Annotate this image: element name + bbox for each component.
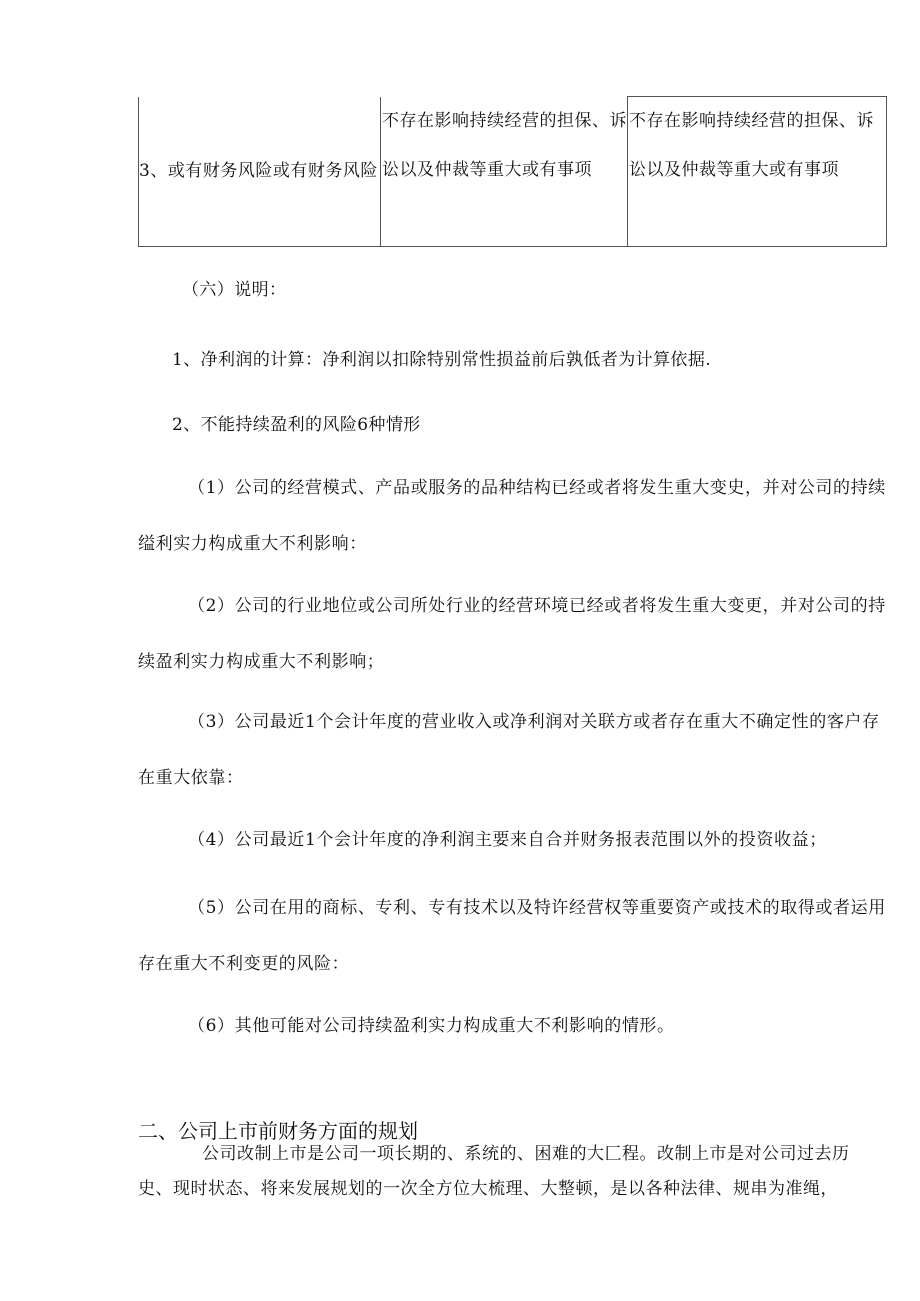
case-3: （3）公司最近1个会计年度的营业收入或净利润对关联方或者存在重大不确定性的客户存在重大依靠： xyxy=(138,712,880,788)
table-cell-status: 不存在影响持续经营的担保、诉讼以及仲裁等重大或有事项 xyxy=(628,97,887,247)
section-body: 公司改制上市是公司一项长期的、系统的、困难的大匚程。改制上市是对公司过去历史、现时状态、将来发展规划的一次全方位大梳理、大整顿，是以各种法律、规串为准绳， xyxy=(138,1144,850,1199)
case-5: （5）公司在用的商标、专利、专有技术以及特许经营权等重要资产或技术的取得或者运用存在重大不利变更的风险： xyxy=(138,898,886,974)
section-heading: 二、公司上市前财务方面的规划 xyxy=(138,1119,418,1143)
risk-table xyxy=(138,96,887,247)
case-1: （1）公司的经营模式、产品或服务的品种结构已经或者将发生重大变史，并对公司的持续缢利实力构成重大不利影响： xyxy=(138,478,886,554)
table-row xyxy=(139,97,887,247)
table-cell-standard: 不存在影响持续经营的担保、诉讼以及仲裁等重大或有事项 xyxy=(381,97,628,247)
case-2: （2）公司的行业地位或公司所处行业的经营环境已经或者将发生重大变更，并对公司的持续盈利实力构成重大不利影响； xyxy=(138,596,886,672)
table-cell-item xyxy=(139,97,381,247)
notes-title: （六）说明： xyxy=(182,280,287,300)
case-4: （4）公司最近1个会计年度的净利润主要来自合并财务报表范围以外的投资收益； xyxy=(188,830,827,850)
risk-item-label: 3、或有财务风险或有财务风险 xyxy=(139,160,378,181)
note-item-1: 1、净利润的计算：净利润以扣除特别常性损益前后孰低者为计算依据. xyxy=(172,350,712,370)
case-6: （6）其他可能对公司持续盈利实力构成重大不利影响的情形。 xyxy=(188,1016,675,1036)
note-item-2: 2、不能持续盈利的风险6种情形 xyxy=(172,415,421,435)
